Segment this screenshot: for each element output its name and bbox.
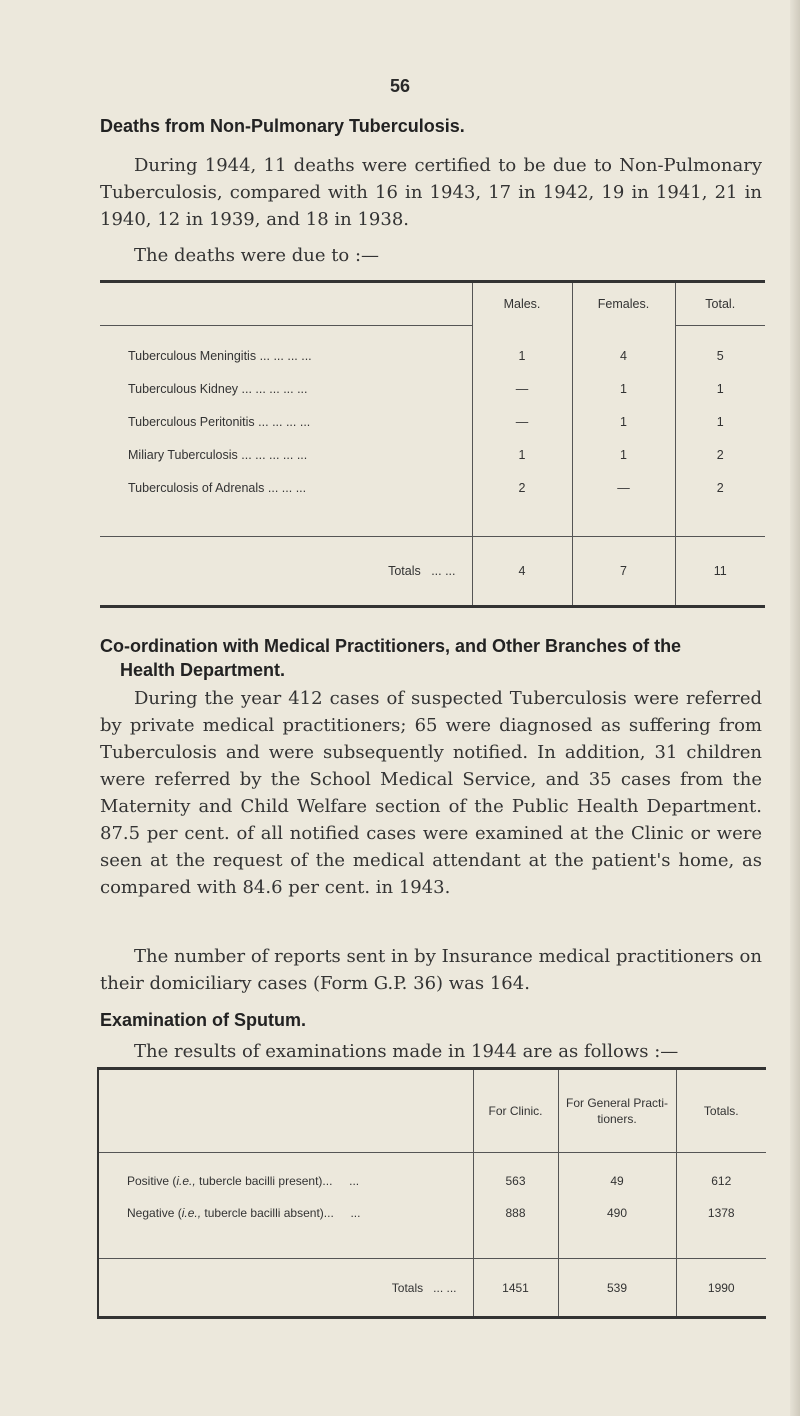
cell-females: 1 xyxy=(572,406,675,439)
cell-total: 2 xyxy=(675,472,765,505)
cell-males: 1 xyxy=(472,439,572,472)
row-label: Tuberculous Peritonitis xyxy=(128,415,255,429)
deaths-paragraph: During 1944, 11 deaths were certified to be due to Non-Pulmonary Tuberculosis, compared with 16 in 1943, 17 in 1942, 19 in 1941, 21 in 1940, 12 in 1939, and 18 in 1938. xyxy=(100,155,762,230)
dot-leader: ... ... ... ... ... xyxy=(241,382,308,396)
total-gp: 539 xyxy=(558,1259,676,1318)
cell-males: 1 xyxy=(472,340,572,373)
section-heading-deaths: Deaths from Non-Pulmonary Tuberculosis. xyxy=(100,116,465,136)
table-row xyxy=(100,340,765,373)
table-row xyxy=(100,406,765,439)
cell-total: 612 xyxy=(676,1165,766,1197)
cell-total: 1 xyxy=(675,406,765,439)
section-heading-sputum: Examination of Sputum. xyxy=(100,1010,307,1030)
column-header-clinic: For Clinic. xyxy=(473,1069,558,1153)
row-label: Tuberculous Meningitis xyxy=(128,349,257,363)
table-row xyxy=(98,1165,766,1197)
column-header-females: Females. xyxy=(572,282,675,326)
dot-leader: ... ... xyxy=(431,564,456,578)
dot-leader: ... xyxy=(349,1173,360,1188)
cell-gp: 49 xyxy=(558,1165,676,1197)
cell-males: — xyxy=(472,406,572,439)
dot-leader: ... ... xyxy=(433,1280,457,1295)
table-row xyxy=(98,1197,766,1229)
row-label: Negative (i.e., tubercle bacilli absent)... xyxy=(127,1205,334,1220)
cell-clinic: 888 xyxy=(473,1197,558,1229)
sputum-table xyxy=(97,1067,766,1319)
dot-leader: ... xyxy=(350,1205,361,1220)
cell-total: 1 xyxy=(675,373,765,406)
cell-females: 1 xyxy=(572,439,675,472)
column-header-totals: Totals. xyxy=(676,1069,766,1153)
row-label: Tuberculous Kidney xyxy=(128,382,239,396)
table-row xyxy=(100,439,765,472)
deaths-table xyxy=(100,280,765,608)
column-header-gp: For General Practi-tioners. xyxy=(558,1069,676,1153)
total-all: 1990 xyxy=(676,1259,766,1318)
column-header-males: Males. xyxy=(472,282,572,326)
cell-females: 4 xyxy=(572,340,675,373)
total-males: 4 xyxy=(472,537,572,607)
row-label: Tuberculosis of Adrenals xyxy=(128,481,265,495)
row-label: Miliary Tuberculosis xyxy=(128,448,238,462)
dot-leader: ... ... ... ... ... xyxy=(241,448,308,462)
dot-leader: ... ... ... ... xyxy=(258,415,311,429)
cell-total: 2 xyxy=(675,439,765,472)
coordination-paragraph: During the year 412 cases of suspected Tuberculosis were referred by private medical practitioners; 65 were diagnosed as suffering from Tuberculosis and were subsequently notified. In addition, 31 children were referred by the School Medical Service, and 35 cases from the Maternity and Child Welfare section of the Public Health Department. 87.5 per cent. of all notified cases were examined at the Clinic or were seen at the request of the medical attendant at the patient's home, as compared with 84.6 per cent. in 1943. xyxy=(100,688,762,898)
table-totals-row xyxy=(98,1259,766,1318)
page-edge-shadow xyxy=(790,0,800,1416)
table-header-row xyxy=(100,282,765,326)
column-header-total: Total. xyxy=(675,282,765,326)
cell-females: 1 xyxy=(572,373,675,406)
table-row xyxy=(100,472,765,505)
cell-clinic: 563 xyxy=(473,1165,558,1197)
cell-males: 2 xyxy=(472,472,572,505)
cell-males: — xyxy=(472,373,572,406)
row-label: Positive (i.e., tubercle bacilli present)... xyxy=(127,1173,333,1188)
dot-leader: ... ... ... ... xyxy=(259,349,312,363)
total-all: 11 xyxy=(675,537,765,607)
cell-gp: 490 xyxy=(558,1197,676,1229)
totals-label: Totals xyxy=(391,1280,424,1295)
section-heading-coordination: Co-ordination with Medical Practitioners, and Other Branches of the Health Department. xyxy=(100,636,682,680)
total-clinic: 1451 xyxy=(473,1259,558,1318)
table-row xyxy=(100,373,765,406)
page-number: 56 xyxy=(389,76,411,96)
deaths-intro: The deaths were due to :— xyxy=(134,245,380,266)
cell-total: 5 xyxy=(675,340,765,373)
table-totals-row xyxy=(100,537,765,607)
table-header-row xyxy=(98,1069,766,1153)
totals-label: Totals xyxy=(388,564,421,578)
dot-leader: ... ... ... xyxy=(267,481,307,495)
cell-total: 1378 xyxy=(676,1197,766,1229)
cell-females: — xyxy=(572,472,675,505)
reports-paragraph: The number of reports sent in by Insurance medical practitioners on their domiciliary cases (Form G.P. 36) was 164. xyxy=(100,946,762,994)
sputum-intro: The results of examinations made in 1944 are as follows :— xyxy=(134,1041,679,1062)
total-females: 7 xyxy=(572,537,675,607)
